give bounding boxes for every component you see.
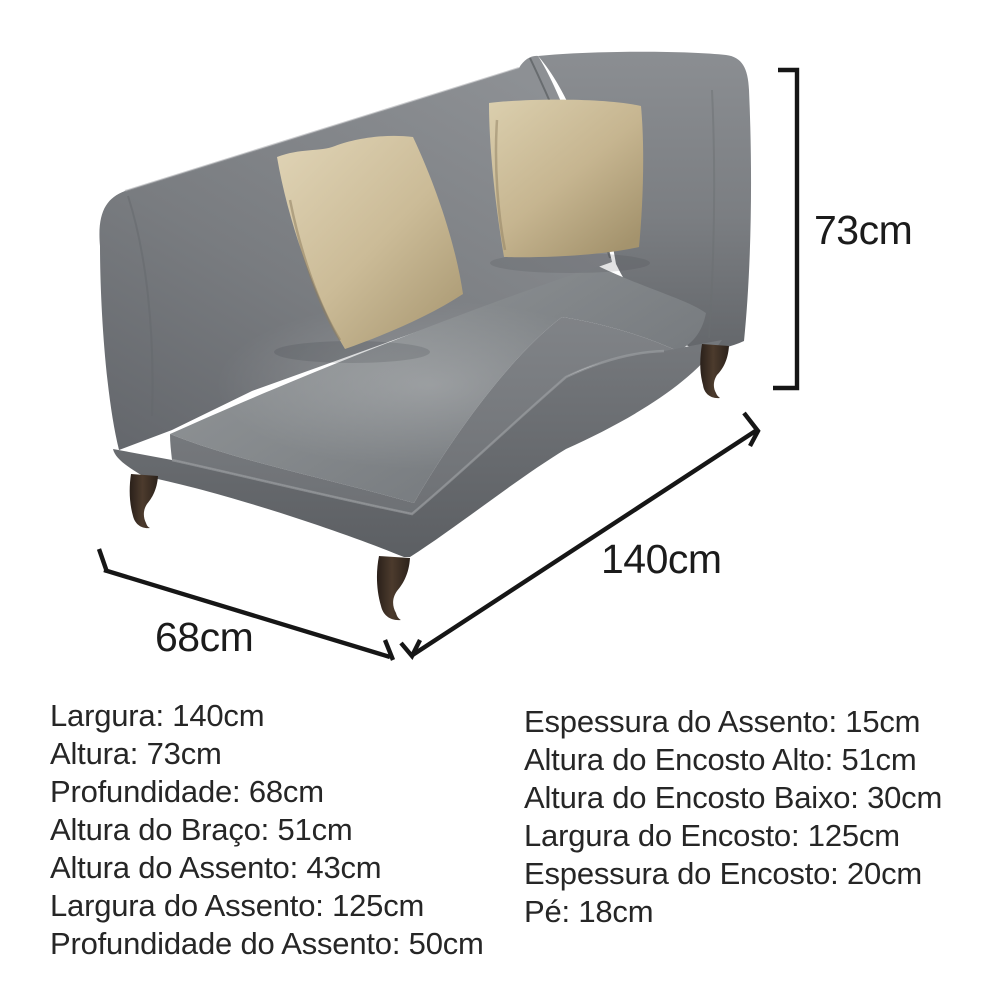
spec-espessura-encosto: Espessura do Encosto: 20cm — [524, 856, 923, 891]
spec-espessura-assento: Espessura do Assento: 15cm — [524, 704, 921, 739]
dimension-label-length: 140cm — [601, 536, 722, 582]
spec-profundidade: Profundidade: 68cm — [50, 774, 324, 809]
height-dimension-bracket — [773, 70, 797, 388]
spec-altura-encosto-baixo: Altura do Encosto Baixo: 30cm — [524, 780, 943, 815]
spec-pe: Pé: 18cm — [524, 894, 654, 929]
spec-largura-encosto: Largura do Encosto: 125cm — [524, 818, 900, 853]
pillow-right — [489, 100, 643, 258]
spec-largura-assento: Largura do Assento: 125cm — [50, 888, 425, 923]
specs-right-column — [524, 703, 942, 931]
spec-largura: Largura: 140cm — [50, 698, 265, 733]
dimension-label-height: 73cm — [814, 207, 913, 253]
spec-altura-encosto-alto: Altura do Encosto Alto: 51cm — [524, 742, 917, 777]
length-dimension-tick-top — [744, 413, 758, 446]
sofa-leg-right — [700, 344, 729, 398]
sofa-leg-front — [377, 556, 410, 620]
spec-profundidade-assento: Profundidade do Assento: 50cm — [50, 926, 484, 961]
dimension-label-depth: 68cm — [155, 614, 254, 660]
specs-left-column — [50, 697, 484, 963]
spec-altura-assento: Altura do Assento: 43cm — [50, 850, 382, 885]
spec-altura-braco: Altura do Braço: 51cm — [50, 812, 353, 847]
depth-dimension-tick-left — [99, 549, 107, 572]
spec-altura: Altura: 73cm — [50, 736, 222, 771]
sofa-leg-left — [130, 474, 158, 528]
